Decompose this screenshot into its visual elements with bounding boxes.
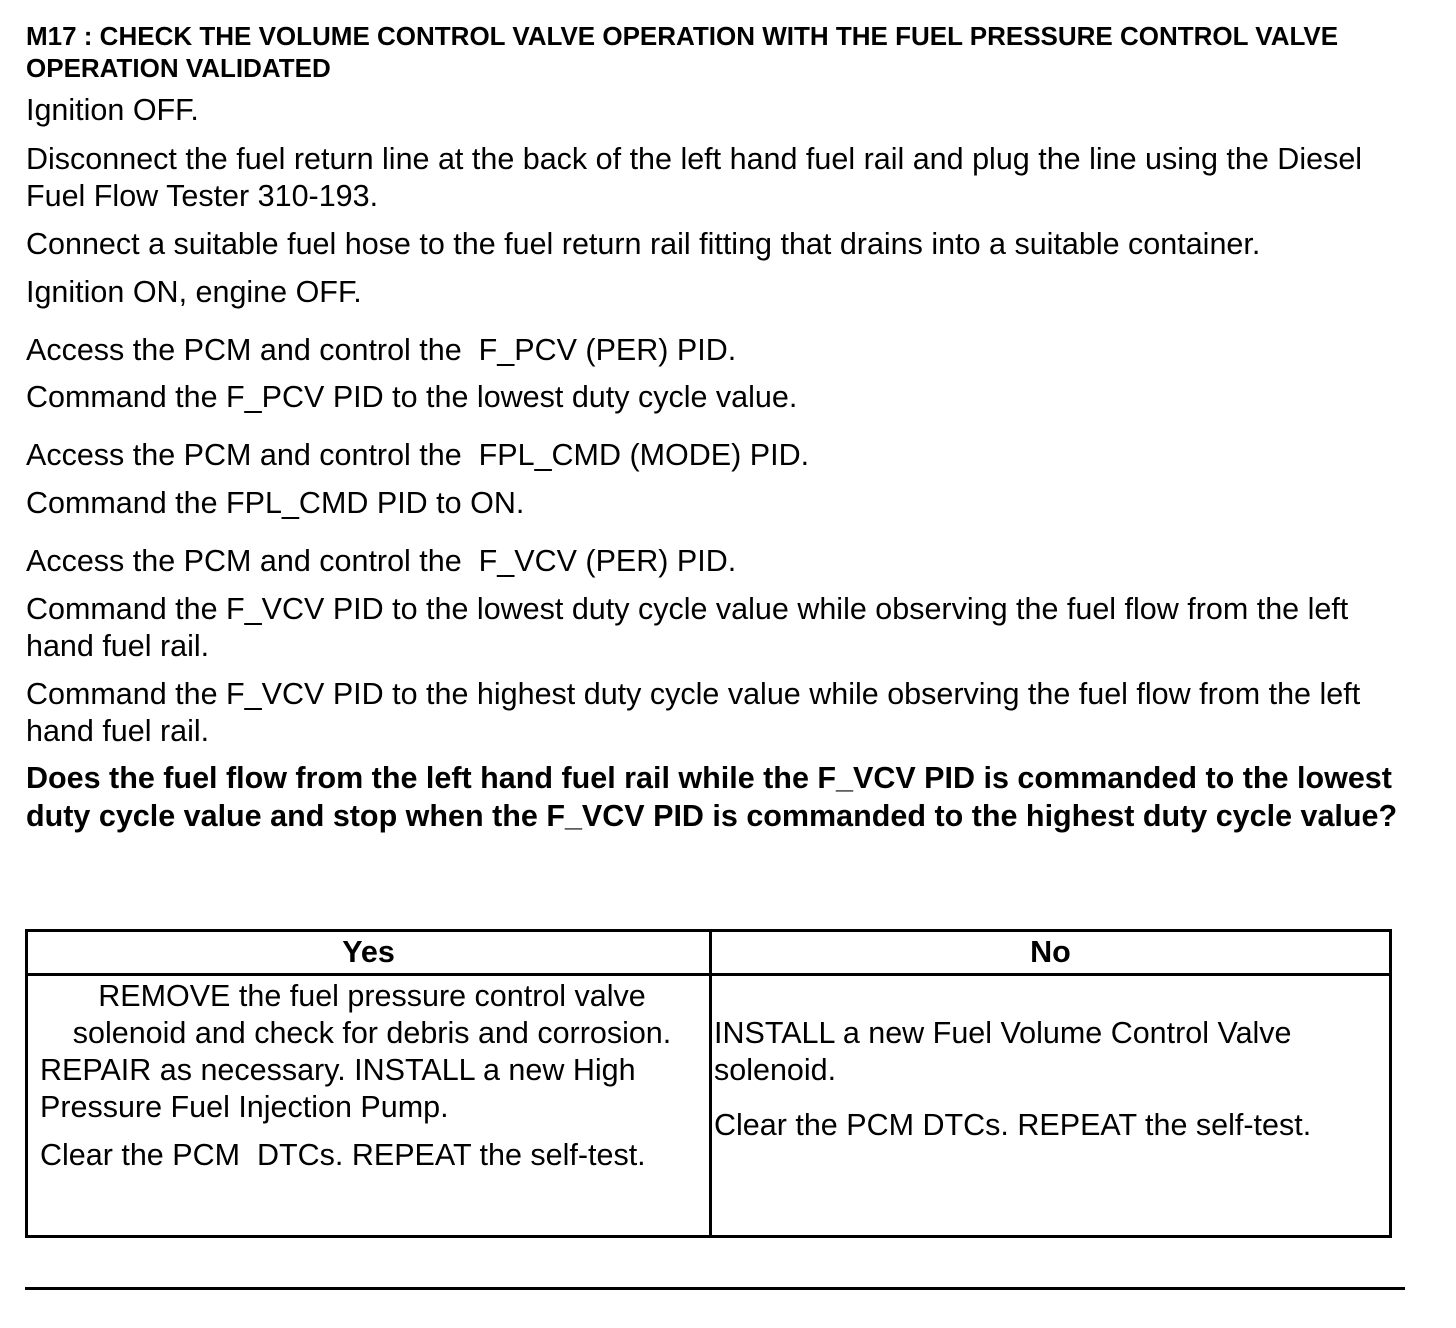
step-command-fvcv-low: Command the F_VCV PID to the lowest duty cycle value while observing the fuel flow from the left hand fuel rail. bbox=[26, 592, 1349, 663]
yes-action-line: REPAIR as necessary. INSTALL a new High bbox=[40, 1053, 636, 1087]
procedure-title: M17 : CHECK THE VOLUME CONTROL VALVE OPERATION WITH THE FUEL PRESSURE CONTROL VALVE OPERATION VALIDATED bbox=[26, 21, 1339, 83]
step-connect-hose: Connect a suitable fuel hose to the fuel return rail fitting that drains into a suitable container. bbox=[26, 227, 1261, 261]
yes-action-line: Pressure Fuel Injection Pump. bbox=[40, 1090, 449, 1124]
no-header: No bbox=[1030, 935, 1071, 969]
diagnostic-question: Does the fuel flow from the left hand fuel rail while the F_VCV PID is commanded to the lowest duty cycle value and stop when the F_VCV PID is commanded to the highest duty cycle value? bbox=[26, 761, 1398, 833]
no-clear-dtcs: Clear the PCM DTCs. REPEAT the self-test. bbox=[714, 1108, 1312, 1142]
step-access-fvcv: Access the PCM and control the F_VCV (PER) PID. bbox=[26, 544, 737, 578]
step-command-fvcv-high: Command the F_VCV PID to the highest duty cycle value while observing the fuel flow from the left hand fuel rail. bbox=[26, 677, 1361, 748]
footer-rule bbox=[25, 1287, 1405, 1290]
yes-clear-dtcs: Clear the PCM DTCs. REPEAT the self-test. bbox=[40, 1138, 646, 1172]
yes-action-line: REMOVE the fuel pressure control valve bbox=[98, 979, 646, 1013]
step-access-fpcv: Access the PCM and control the F_PCV (PER) PID. bbox=[26, 333, 737, 367]
column-divider bbox=[709, 932, 712, 1235]
step-ignition-off: Ignition OFF. bbox=[26, 93, 199, 127]
step-ignition-on: Ignition ON, engine OFF. bbox=[26, 275, 362, 309]
step-disconnect-return-line: Disconnect the fuel return line at the back of the left hand fuel rail and plug the line using the Diesel Fuel Flow Tester 310-193. bbox=[26, 142, 1363, 213]
yes-action bbox=[36, 978, 708, 1126]
yes-header: Yes bbox=[342, 935, 395, 969]
step-access-fplcmd: Access the PCM and control the FPL_CMD (MODE) PID. bbox=[26, 438, 810, 472]
header-divider bbox=[28, 973, 1389, 976]
step-command-fplcmd: Command the FPL_CMD PID to ON. bbox=[26, 486, 525, 520]
result-table bbox=[25, 929, 1392, 1238]
yes-action-line: solenoid and check for debris and corrosion. bbox=[72, 1016, 672, 1050]
step-command-fpcv: Command the F_PCV PID to the lowest duty cycle value. bbox=[26, 380, 798, 414]
no-action: INSTALL a new Fuel Volume Control Valve solenoid. bbox=[714, 1016, 1292, 1087]
